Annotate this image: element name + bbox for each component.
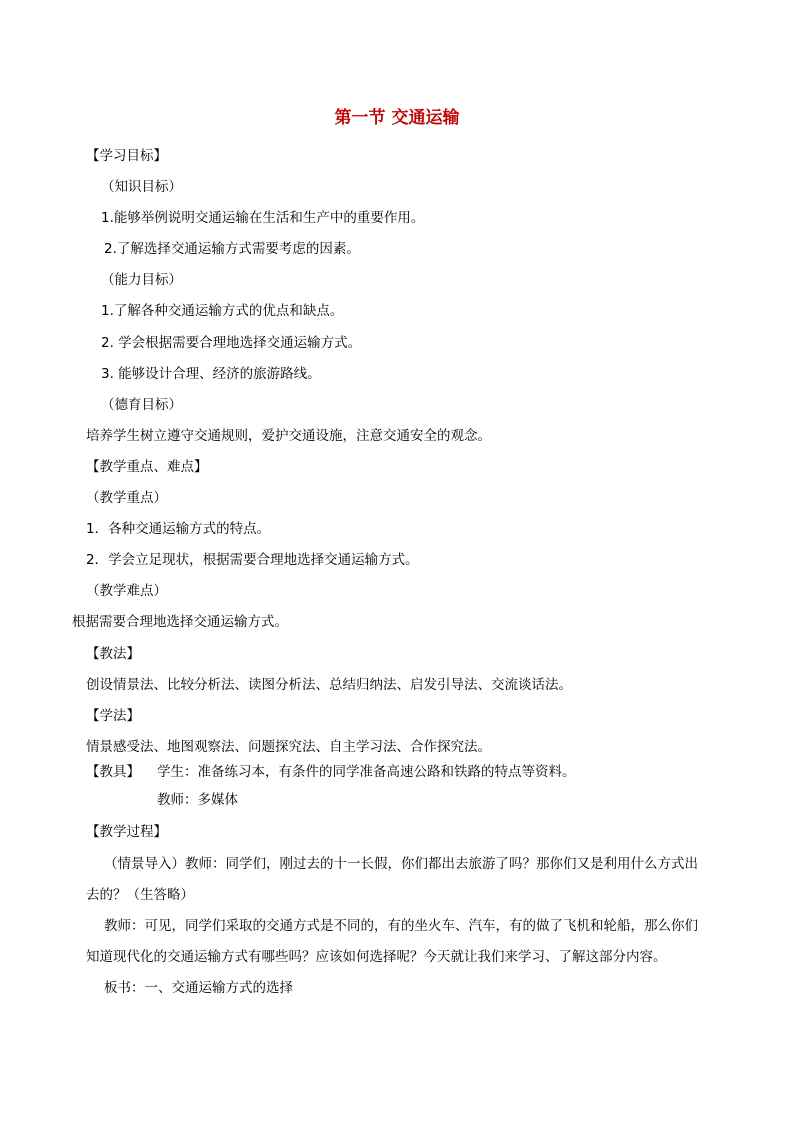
heading-teaching-tools: 【教具】 (86, 764, 140, 780)
heading-teaching-process: 【教学过程】 (86, 824, 167, 840)
moral-goal-1: 培养学生树立遵守交通规则，爱护交通设施，注意交通安全的观念。 (86, 428, 491, 444)
heading-learning-methods: 【学法】 (86, 708, 140, 724)
ability-goal-1: 1.了解各种交通运输方式的优点和缺点。 (101, 303, 344, 319)
subheading-key-points: （教学重点） (86, 490, 167, 506)
tools-student: 学生：准备练习本，有条件的同学准备高速公路和铁路的特点等资料。 (157, 764, 576, 780)
ability-goal-2: 2. 学会根据需要合理地选择交通运输方式。 (101, 335, 362, 351)
subheading-ability-goals: （能力目标） (101, 272, 182, 288)
process-para-3: 板书：一、交通运输方式的选择 (104, 980, 293, 996)
learning-methods-text: 情景感受法、地图观察法、问题探究法、自主学习法、合作探究法。 (86, 739, 491, 755)
process-para-2-line-2: 知道现代化的交通运输方式有哪些吗？应该如何选择呢？今天就让我们来学习、了解这部分内容。 (86, 949, 667, 965)
knowledge-goal-2: 2.了解选择交通运输方式需要考虑的因素。 (104, 241, 360, 257)
key-point-1: 1．各种交通运输方式的特点。 (86, 521, 271, 537)
heading-learning-goals: 【学习目标】 (86, 148, 167, 164)
key-point-2: 2．学会立足现状，根据需要合理地选择交通运输方式。 (86, 552, 419, 568)
subheading-difficult-points: （教学难点） (86, 583, 167, 599)
tools-teacher: 教师：多媒体 (157, 792, 238, 808)
subheading-knowledge-goals: （知识目标） (101, 179, 182, 195)
heading-key-difficult-points: 【教学重点、难点】 (86, 459, 208, 475)
page-title: 第一节 交通运输 (334, 108, 460, 128)
process-para-1-line-1: （情景导入）教师：同学们，刚过去的十一长假，你们都出去旅游了吗？那你们又是利用什么方式出 (104, 856, 698, 872)
process-para-1-line-2: 去的？（生答略） (86, 887, 194, 903)
knowledge-goal-1: 1.能够举例说明交通运输在生活和生产中的重要作用。 (101, 210, 425, 226)
teaching-methods-text: 创设情景法、比较分析法、读图分析法、总结归纳法、启发引导法、交流谈话法。 (86, 677, 572, 693)
heading-teaching-methods: 【教法】 (86, 646, 140, 662)
ability-goal-3: 3. 能够设计合理、经济的旅游路线。 (101, 366, 321, 382)
process-para-2-line-1: 教师：可见，同学们采取的交通方式是不同的，有的坐火车、汽车，有的做了飞机和轮船，那么你们 (104, 918, 698, 934)
subheading-moral-goals: （德育目标） (101, 397, 182, 413)
difficult-point-1: 根据需要合理地选择交通运输方式。 (72, 614, 288, 630)
